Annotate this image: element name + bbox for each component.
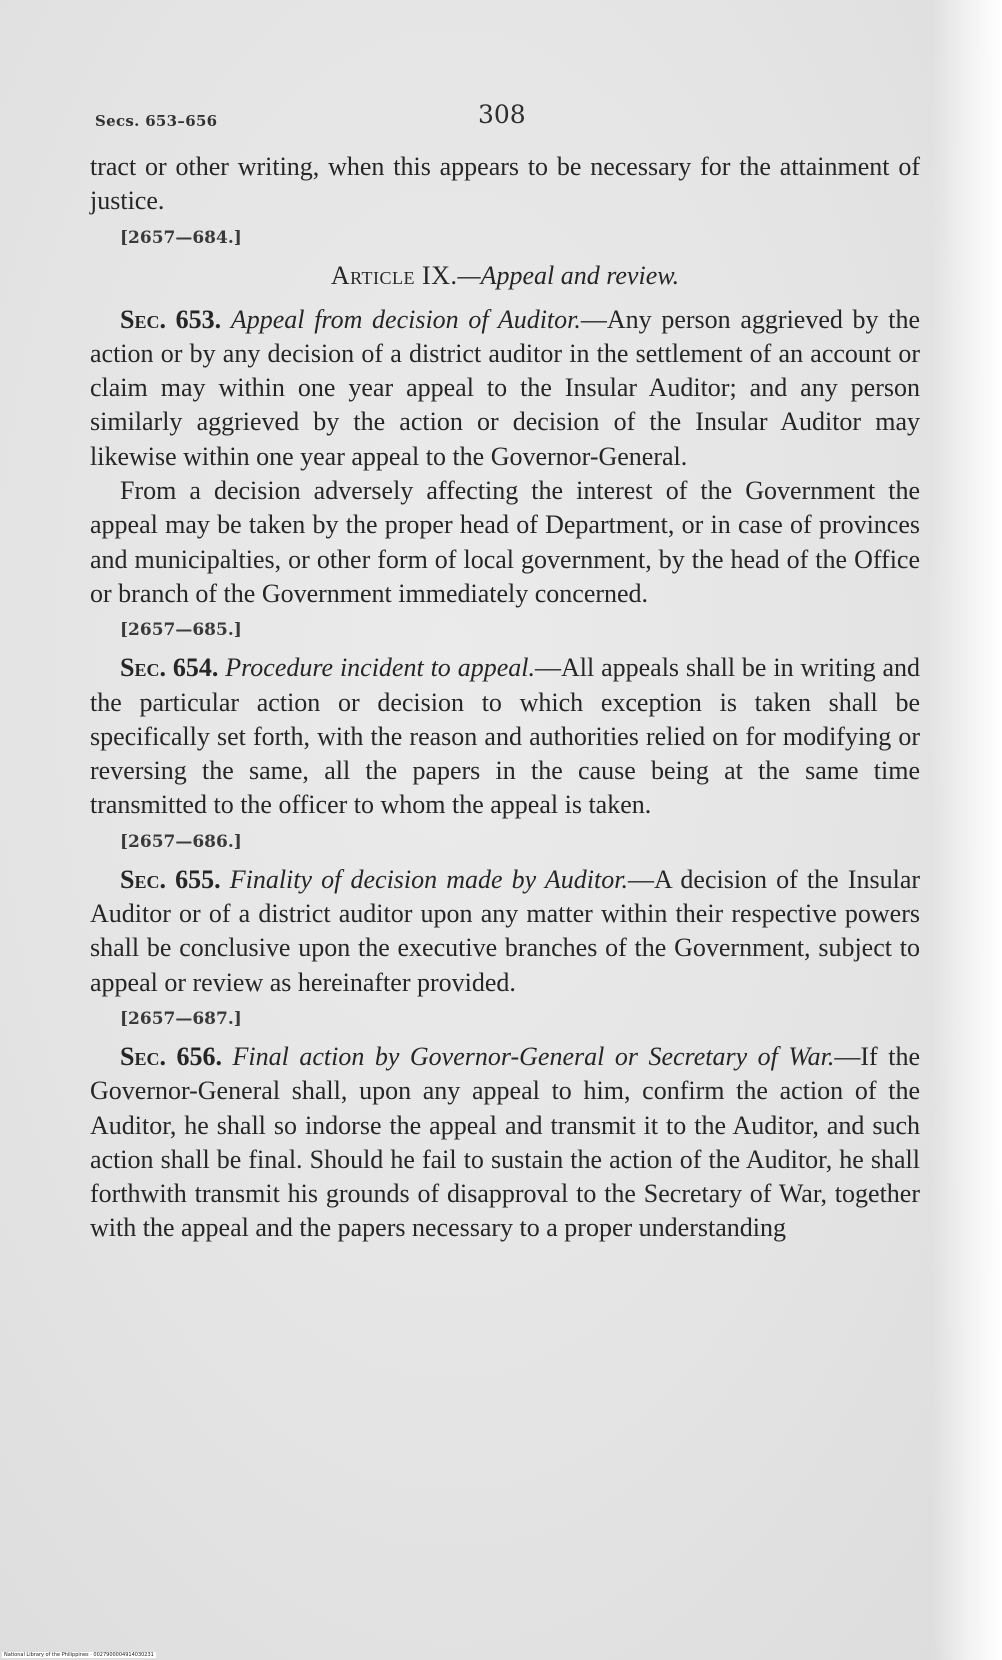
section-653-label: Sec. 653. xyxy=(120,304,222,334)
section-654 xyxy=(90,651,920,822)
page-header xyxy=(95,100,925,140)
section-653-text: —Any person aggrieved by the action or by any decision of a district auditor in the settlement of an account or claim may within one year appeal to the Insular Auditor; and any person similarly aggrieved by the action or decision of the Insular Auditor may likewise within one year appeal to the Governor-General. xyxy=(90,304,921,471)
section-655-text: —A decision of the Insular Auditor or of a district auditor upon any matter within their respective powers shall be conclusive upon the executive branches of the Government, subject to appeal or review as hereinafter provided. xyxy=(90,864,921,997)
section-656 xyxy=(90,1040,920,1246)
reference-684: [2657—684.] xyxy=(120,227,242,248)
section-655 xyxy=(90,863,920,1000)
section-656-text: —If the Governor-General shall, upon any appeal to him, confirm the action of the Auditor, he shall so indorse the appeal and transmit it to the Auditor, and such action shall be final. Should he fail to sustain the action of the Auditor, he shall forthwith transmit his grounds of disapproval to the Secretary of War, together with the appeal and the papers necessary to a proper understanding xyxy=(90,1041,920,1243)
reference-687: [2657—687.] xyxy=(120,1008,242,1029)
page-edge-shadow xyxy=(932,0,1002,1660)
article-label: Article IX. xyxy=(330,260,458,290)
section-656-label: Sec. 656. xyxy=(120,1041,222,1071)
section-653-title: Appeal from decision of Auditor. xyxy=(230,304,581,334)
section-653-paragraph-2: From a decision adversely affecting the interest of the Government the appeal may be taken by the proper head of Department, or in case of provinces and municipalties, or other form of local government, by the head of the Office or branch of the Government immediately concerned. xyxy=(90,476,920,608)
article-title: —Appeal and review. xyxy=(457,260,680,290)
section-654-title: Procedure incident to appeal. xyxy=(225,653,535,683)
reference-686: [2657—686.] xyxy=(120,831,242,852)
footer-credit: National Library of the Philippines · 0027900004914030231 xyxy=(4,1652,154,1658)
opening-paragraph: tract or other writing, when this appears to be necessary for the attainment of justice. xyxy=(90,152,920,216)
section-654-label: Sec. 654. xyxy=(120,653,219,683)
reference-685: [2657—685.] xyxy=(120,620,242,641)
page-body xyxy=(90,150,920,1246)
article-heading xyxy=(90,259,920,293)
section-656-title: Final action by Governor-General or Secretary of War. xyxy=(232,1041,835,1071)
page-number: 308 xyxy=(478,100,526,129)
section-653 xyxy=(90,303,920,474)
section-range: Secs. 653–656 xyxy=(95,112,218,130)
section-655-label: Sec. 655. xyxy=(120,864,221,894)
section-654-text: —All appeals shall be in writing and the particular action or decision to which exception is taken shall be specifically set forth, with the reason and authorities relied on for modifying or reversing the same, all the papers in the cause being at the same time transmitted to the officer to whom the appeal is taken. xyxy=(90,653,921,820)
section-655-title: Finality of decision made by Auditor. xyxy=(229,864,628,894)
